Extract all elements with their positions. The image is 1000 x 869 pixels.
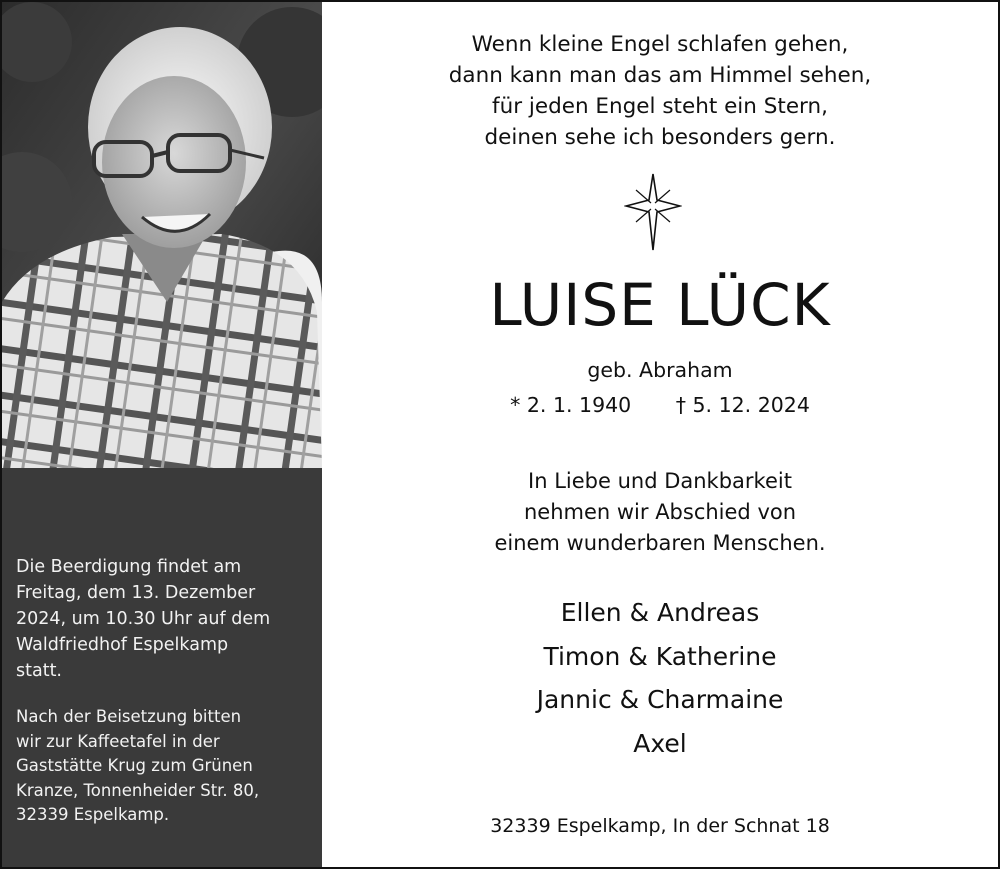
farewell-text: In Liebe und Dankbarkeit nehmen wir Abschied von einem wunderbaren Menschen.	[494, 469, 826, 555]
reception-info: Nach der Beisetzung bitten wir zur Kaffeetafel in der Gaststätte Krug zum Grünen Kranze, Tonnenheider Str. 80, 32339 Espelkamp.	[16, 707, 260, 824]
mourners-list	[322, 591, 998, 765]
mourner-item: Ellen & Andreas	[560, 598, 760, 627]
funeral-info: Die Beerdigung findet am Freitag, dem 13. Dezember 2024, um 10.30 Uhr auf dem Waldfriedhof Espelkamp statt.	[16, 557, 271, 681]
deceased-name: LUISE LÜCK	[489, 271, 831, 339]
life-dates	[322, 391, 998, 419]
birth-date: * 2. 1. 1940	[510, 393, 632, 417]
family-address: 32339 Espelkamp, In der Schnat 18	[490, 815, 830, 837]
left-column	[2, 2, 322, 867]
portrait-photo	[2, 2, 322, 468]
info-panel	[2, 468, 322, 867]
death-date: † 5. 12. 2024	[675, 393, 810, 417]
birth-name: geb. Abraham	[587, 358, 733, 382]
mourner-item: Axel	[633, 728, 687, 758]
portrait-illustration	[2, 2, 322, 468]
memorial-poem: Wenn kleine Engel schlafen gehen, dann kann man das am Himmel sehen, für jeden Engel steht ein Stern, deinen sehe ich besonders gern.	[448, 32, 872, 150]
mourner-item: Timon & Katherine	[543, 641, 777, 671]
right-column	[322, 2, 998, 867]
star-icon	[624, 172, 682, 252]
mourner-item: Jannic & Charmaine	[536, 685, 784, 714]
